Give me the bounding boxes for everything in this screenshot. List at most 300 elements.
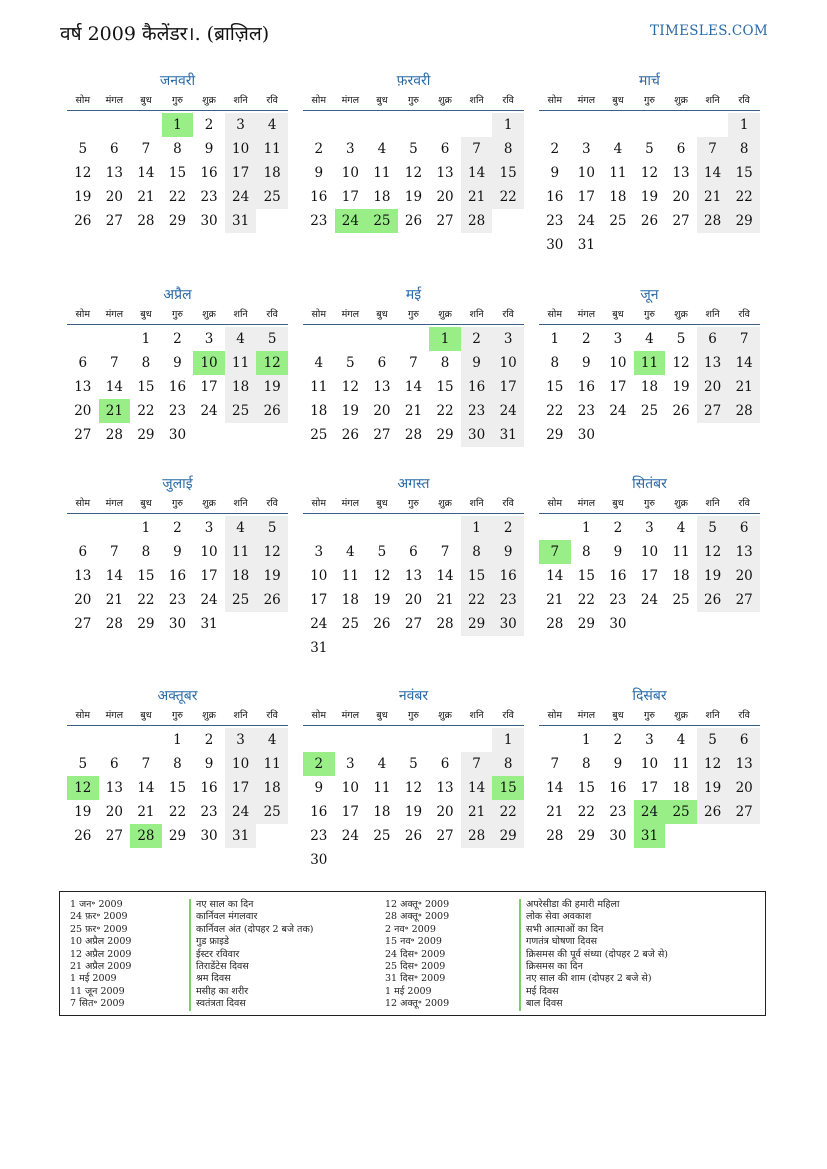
weekend-day-cell: 3 <box>225 113 257 137</box>
holiday-name: क्रिसमस की पूर्व संध्या (दोपहर 2 बजे से) <box>519 949 668 961</box>
day-cell: 20 <box>105 189 123 205</box>
day-cell: 9 <box>204 756 214 772</box>
day-cell: 4 <box>314 355 324 371</box>
weekend-day-cell: 8 <box>461 540 493 564</box>
weekday-label: मंगल <box>341 309 360 320</box>
day-cell: 25 <box>310 427 328 443</box>
day-cell: 24 <box>341 828 359 844</box>
weekend-day-cell: 14 <box>461 776 493 800</box>
weekday-label: शुक्र <box>674 309 688 320</box>
day-cell: 9 <box>314 165 324 181</box>
day-cell: 9 <box>204 141 214 157</box>
holiday-day-cell: 11 <box>634 351 666 375</box>
weekend-day-cell: 8 <box>728 137 760 161</box>
weekend-day-cell: 26 <box>256 399 288 423</box>
day-cell: 29 <box>577 828 595 844</box>
day-cell: 9 <box>173 544 182 560</box>
weekend-day-cell: 19 <box>256 375 288 399</box>
day-cell: 1 <box>582 520 591 536</box>
weekday-label: बुध <box>612 710 624 721</box>
month-name: जनवरी <box>159 73 196 89</box>
weekday-label: बुध <box>140 710 152 721</box>
weekend-day-cell: 18 <box>256 161 288 185</box>
day-cell: 2 <box>314 141 324 157</box>
day-cell: 3 <box>645 732 654 748</box>
day-cell: 11 <box>672 544 690 560</box>
holiday-date: 2 नव॰ 2009 <box>385 923 436 935</box>
day-cell: 9 <box>550 165 560 181</box>
day-cell: 19 <box>373 592 391 608</box>
day-cell: 15 <box>137 568 155 584</box>
weekday-label: सोम <box>75 710 91 721</box>
day-cell: 21 <box>105 592 123 608</box>
day-cell: 14 <box>137 780 155 796</box>
empty-cell <box>539 728 571 752</box>
month-block <box>539 473 760 636</box>
day-cell: 12 <box>672 355 690 371</box>
weekend-day-cell: 18 <box>225 564 257 588</box>
holiday-name: तिराडेंटेस दिवस <box>189 961 313 973</box>
day-cell: 7 <box>141 141 151 157</box>
holiday-day-cell: 24 <box>634 800 666 824</box>
weekend-day-cell: 28 <box>461 824 493 848</box>
weekend-day-cell: 12 <box>697 540 729 564</box>
day-cell: 7 <box>409 355 418 371</box>
holiday-name: सभी आत्माओं का दिन <box>519 924 668 936</box>
weekend-day-cell: 13 <box>697 351 729 375</box>
day-cell: 11 <box>373 780 391 796</box>
holiday-date: 10 अप्रैल 2009 <box>70 936 132 948</box>
month-block <box>67 685 288 848</box>
weekday-label: शुक्र <box>438 498 452 509</box>
day-cell: 10 <box>310 568 328 584</box>
day-grid <box>67 113 288 233</box>
day-cell: 22 <box>168 189 187 205</box>
holiday-dates-col-2 <box>385 899 449 1011</box>
day-cell: 4 <box>613 141 623 157</box>
weekend-day-cell: 12 <box>697 752 729 776</box>
holiday-day-cell: 7 <box>539 540 571 564</box>
day-cell: 24 <box>200 592 218 608</box>
holiday-date: 7 सित॰ 2009 <box>70 998 125 1010</box>
weekday-label: सोम <box>75 95 91 106</box>
day-cell: 26 <box>341 427 359 443</box>
day-cell: 7 <box>141 756 151 772</box>
weekday-label: सोम <box>311 95 327 106</box>
weekend-day-cell: 5 <box>697 516 729 540</box>
weekend-day-cell: 17 <box>225 161 257 185</box>
weekend-day-cell: 9 <box>492 540 524 564</box>
empty-cell <box>665 113 697 137</box>
holiday-list <box>59 891 766 1016</box>
day-cell: 17 <box>577 189 595 205</box>
day-cell: 18 <box>310 403 328 419</box>
day-cell: 23 <box>609 804 627 820</box>
weekend-day-cell: 14 <box>461 161 493 185</box>
day-cell: 12 <box>373 568 391 584</box>
day-cell: 30 <box>168 427 187 443</box>
weekend-day-cell: 1 <box>492 728 524 752</box>
empty-cell <box>99 327 131 351</box>
weekend-day-cell: 20 <box>728 776 760 800</box>
day-cell: 2 <box>204 117 214 133</box>
empty-cell <box>366 113 398 137</box>
day-cell: 17 <box>310 592 328 608</box>
weekend-day-cell: 13 <box>728 540 760 564</box>
day-cell: 8 <box>173 756 182 772</box>
day-cell: 18 <box>609 189 627 205</box>
holiday-day-cell: 2 <box>303 752 335 776</box>
day-cell: 11 <box>609 165 627 181</box>
day-grid <box>539 516 760 636</box>
weekend-day-cell: 8 <box>492 137 524 161</box>
weekend-day-cell: 21 <box>728 375 760 399</box>
empty-cell <box>303 728 335 752</box>
day-cell: 12 <box>404 165 423 181</box>
month-name: दिसंबर <box>632 688 667 704</box>
weekday-label: मंगल <box>577 498 596 509</box>
day-cell: 9 <box>582 355 591 371</box>
weekend-day-cell: 24 <box>225 185 257 209</box>
day-cell: 22 <box>577 592 595 608</box>
weekend-day-cell: 3 <box>225 728 257 752</box>
day-cell: 24 <box>577 213 595 229</box>
weekday-label: मंगल <box>105 95 124 106</box>
weekday-label: बुध <box>140 309 152 320</box>
day-grid <box>67 728 288 848</box>
day-cell: 16 <box>577 379 595 395</box>
weekend-day-cell: 4 <box>256 113 288 137</box>
weekend-day-cell: 26 <box>256 588 288 612</box>
day-cell: 6 <box>110 756 119 772</box>
holiday-day-cell: 12 <box>256 351 288 375</box>
weekday-label: मंगल <box>105 309 124 320</box>
day-cell: 3 <box>204 331 214 347</box>
holiday-names-col-2 <box>519 899 668 1011</box>
weekend-day-cell: 4 <box>225 516 257 540</box>
holiday-name: अपरेसीडा की हमारी महिला <box>519 899 668 911</box>
day-cell: 9 <box>613 756 623 772</box>
empty-cell <box>99 728 131 752</box>
day-cell: 8 <box>141 355 151 371</box>
day-cell: 2 <box>173 520 182 536</box>
day-cell: 3 <box>314 544 324 560</box>
weekend-day-cell: 28 <box>728 399 760 423</box>
day-cell: 16 <box>609 780 627 796</box>
empty-cell <box>335 728 367 752</box>
weekend-day-cell: 19 <box>697 776 729 800</box>
holiday-date: 21 अप्रैल 2009 <box>70 960 132 972</box>
empty-cell <box>67 327 99 351</box>
weekend-day-cell: 1 <box>461 516 493 540</box>
weekday-label: मंगल <box>341 710 360 721</box>
weekend-day-cell: 20 <box>728 564 760 588</box>
day-cell: 15 <box>546 379 564 395</box>
weekday-header <box>303 306 524 325</box>
day-cell: 24 <box>640 592 659 608</box>
holiday-day-cell: 1 <box>429 327 461 351</box>
weekday-label: बुध <box>612 95 624 106</box>
day-cell: 2 <box>613 520 623 536</box>
day-grid <box>539 327 760 447</box>
holiday-date: 31 दिस॰ 2009 <box>385 973 446 985</box>
day-cell: 13 <box>436 780 454 796</box>
month-name: फ़रवरी <box>396 73 431 89</box>
holiday-name: बाल दिवस <box>519 998 668 1010</box>
day-cell: 11 <box>341 568 359 584</box>
day-cell: 20 <box>672 189 690 205</box>
weekday-header <box>67 495 288 514</box>
day-cell: 5 <box>409 756 418 772</box>
day-cell: 4 <box>346 544 355 560</box>
weekday-header <box>303 707 524 726</box>
holiday-date: 12 अप्रैल 2009 <box>70 948 132 960</box>
day-cell: 21 <box>546 804 564 820</box>
empty-cell <box>429 728 461 752</box>
day-cell: 26 <box>74 828 92 844</box>
day-cell: 14 <box>137 165 155 181</box>
day-cell: 14 <box>546 568 564 584</box>
brand-link[interactable]: TIMESLES.COM <box>650 23 768 39</box>
empty-cell <box>335 327 367 351</box>
day-cell: 24 <box>609 403 627 419</box>
day-grid <box>303 327 524 447</box>
day-cell: 7 <box>440 544 450 560</box>
month-block <box>539 284 760 447</box>
day-cell: 20 <box>373 403 391 419</box>
day-cell: 27 <box>74 427 92 443</box>
weekend-day-cell: 10 <box>492 351 524 375</box>
weekday-label: गुरु <box>643 309 655 320</box>
weekday-label: सोम <box>547 309 563 320</box>
day-cell: 21 <box>404 403 423 419</box>
weekend-day-cell: 23 <box>461 399 493 423</box>
weekday-label: बुध <box>376 309 388 320</box>
month-name: नवंबर <box>398 688 429 704</box>
empty-cell <box>398 728 430 752</box>
weekend-day-cell: 17 <box>492 375 524 399</box>
weekday-label: रवि <box>738 498 750 509</box>
weekday-label: सोम <box>311 309 327 320</box>
weekend-day-cell: 19 <box>697 564 729 588</box>
empty-cell <box>67 728 99 752</box>
day-cell: 13 <box>105 165 123 181</box>
weekend-day-cell: 18 <box>256 776 288 800</box>
holiday-name: नए साल की शाम (दोपहर 2 बजे से) <box>519 973 668 985</box>
weekday-label: गुरु <box>171 710 183 721</box>
holiday-day-cell: 24 <box>335 209 367 233</box>
holiday-day-cell: 28 <box>130 824 162 848</box>
empty-cell <box>571 113 603 137</box>
empty-cell <box>429 113 461 137</box>
empty-cell <box>335 113 367 137</box>
month-name: अक्तूबर <box>157 688 198 704</box>
day-cell: 6 <box>78 544 88 560</box>
weekend-day-cell: 28 <box>697 209 729 233</box>
day-cell: 23 <box>200 804 218 820</box>
day-cell: 20 <box>105 804 123 820</box>
holiday-day-cell: 10 <box>193 351 225 375</box>
holiday-date: 1 मई 2009 <box>385 985 432 997</box>
day-cell: 5 <box>78 141 88 157</box>
day-cell: 6 <box>78 355 88 371</box>
day-cell: 28 <box>137 213 155 229</box>
day-cell: 12 <box>640 165 659 181</box>
day-cell: 6 <box>440 756 450 772</box>
empty-cell <box>539 516 571 540</box>
day-cell: 16 <box>200 165 218 181</box>
day-cell: 1 <box>141 520 151 536</box>
weekday-header <box>539 92 760 111</box>
day-cell: 20 <box>74 403 92 419</box>
day-cell: 18 <box>341 592 359 608</box>
weekend-day-cell: 26 <box>697 588 729 612</box>
weekday-label: बुध <box>612 498 624 509</box>
holiday-name: लोक सेवा अवकाश <box>519 911 668 923</box>
day-cell: 21 <box>137 189 155 205</box>
day-cell: 15 <box>168 780 187 796</box>
day-cell: 3 <box>613 331 623 347</box>
day-cell: 21 <box>546 592 564 608</box>
day-cell: 27 <box>74 616 92 632</box>
day-cell: 14 <box>546 780 564 796</box>
weekend-day-cell: 10 <box>225 137 257 161</box>
day-cell: 28 <box>404 427 423 443</box>
day-cell: 14 <box>436 568 454 584</box>
month-name: जुलाई <box>162 476 193 492</box>
weekday-label: शुक्र <box>438 710 452 721</box>
weekday-label: मंगल <box>577 710 596 721</box>
day-cell: 18 <box>640 379 659 395</box>
day-cell: 17 <box>341 804 359 820</box>
day-cell: 2 <box>173 331 182 347</box>
empty-cell <box>366 516 398 540</box>
day-cell: 15 <box>168 165 187 181</box>
day-cell: 23 <box>577 403 595 419</box>
weekend-day-cell: 7 <box>461 137 493 161</box>
weekday-label: मंगल <box>577 95 596 106</box>
holiday-date: 11 जून 2009 <box>70 985 125 997</box>
weekday-label: गुरु <box>407 498 419 509</box>
empty-cell <box>429 516 461 540</box>
day-cell: 29 <box>577 616 595 632</box>
weekday-header <box>539 495 760 514</box>
weekday-label: मंगल <box>341 498 360 509</box>
day-cell: 27 <box>436 213 454 229</box>
day-cell: 19 <box>341 403 359 419</box>
empty-cell <box>303 327 335 351</box>
day-cell: 6 <box>377 355 387 371</box>
day-cell: 19 <box>672 379 690 395</box>
weekend-day-cell: 19 <box>256 564 288 588</box>
day-cell: 7 <box>550 756 560 772</box>
weekday-label: शुक्र <box>202 710 216 721</box>
empty-cell <box>99 113 131 137</box>
day-cell: 13 <box>74 379 92 395</box>
empty-cell <box>634 113 666 137</box>
day-cell: 17 <box>200 379 218 395</box>
weekend-day-cell: 6 <box>728 728 760 752</box>
day-cell: 30 <box>609 828 627 844</box>
weekday-label: रवि <box>738 95 750 106</box>
day-cell: 31 <box>310 640 328 656</box>
holiday-date: 25 फ़र॰ 2009 <box>70 923 128 935</box>
weekday-label: शनि <box>469 95 484 106</box>
weekday-label: शनि <box>233 710 248 721</box>
holiday-day-cell: 25 <box>665 800 697 824</box>
day-cell: 6 <box>440 141 450 157</box>
day-cell: 1 <box>141 331 151 347</box>
weekday-label: बुध <box>376 710 388 721</box>
day-cell: 23 <box>168 592 187 608</box>
weekday-header <box>539 707 760 726</box>
weekend-day-cell: 31 <box>225 209 257 233</box>
day-cell: 5 <box>676 331 686 347</box>
day-cell: 2 <box>550 141 560 157</box>
weekday-label: बुध <box>376 95 388 106</box>
day-cell: 16 <box>310 804 328 820</box>
day-cell: 17 <box>640 780 659 796</box>
weekday-label: बुध <box>376 498 388 509</box>
day-cell: 5 <box>346 355 355 371</box>
weekday-label: मंगल <box>341 95 360 106</box>
weekday-label: शनि <box>233 95 248 106</box>
day-cell: 1 <box>550 331 560 347</box>
day-cell: 22 <box>546 403 564 419</box>
weekend-day-cell: 9 <box>461 351 493 375</box>
day-cell: 20 <box>404 592 423 608</box>
empty-cell <box>366 728 398 752</box>
day-cell: 14 <box>105 379 123 395</box>
day-cell: 28 <box>105 427 123 443</box>
day-cell: 22 <box>436 403 454 419</box>
weekend-day-cell: 15 <box>492 161 524 185</box>
day-cell: 29 <box>137 427 155 443</box>
day-cell: 27 <box>404 616 423 632</box>
day-cell: 5 <box>409 141 418 157</box>
holiday-name: श्रम दिवस <box>189 973 313 985</box>
day-cell: 5 <box>377 544 387 560</box>
weekend-day-cell: 25 <box>256 800 288 824</box>
weekend-day-cell: 29 <box>492 824 524 848</box>
weekday-label: रवि <box>266 498 278 509</box>
weekend-day-cell: 11 <box>256 752 288 776</box>
day-cell: 4 <box>377 756 387 772</box>
weekend-day-cell: 22 <box>492 185 524 209</box>
day-cell: 25 <box>373 828 391 844</box>
day-cell: 20 <box>436 189 454 205</box>
weekday-label: सोम <box>311 710 327 721</box>
empty-cell <box>398 516 430 540</box>
weekday-label: शनि <box>469 498 484 509</box>
weekday-label: सोम <box>75 498 91 509</box>
day-cell: 28 <box>546 828 564 844</box>
weekend-day-cell: 10 <box>225 752 257 776</box>
month-block <box>67 473 288 636</box>
holiday-day-cell: 1 <box>162 113 194 137</box>
holiday-date: 25 दिस॰ 2009 <box>385 960 446 972</box>
day-cell: 9 <box>173 355 182 371</box>
weekend-day-cell: 5 <box>256 516 288 540</box>
weekend-day-cell: 30 <box>461 423 493 447</box>
day-cell: 30 <box>577 427 595 443</box>
weekend-day-cell: 5 <box>256 327 288 351</box>
day-cell: 23 <box>168 403 187 419</box>
day-cell: 13 <box>436 165 454 181</box>
weekend-day-cell: 14 <box>697 161 729 185</box>
day-cell: 8 <box>141 544 151 560</box>
weekday-label: बुध <box>140 95 152 106</box>
